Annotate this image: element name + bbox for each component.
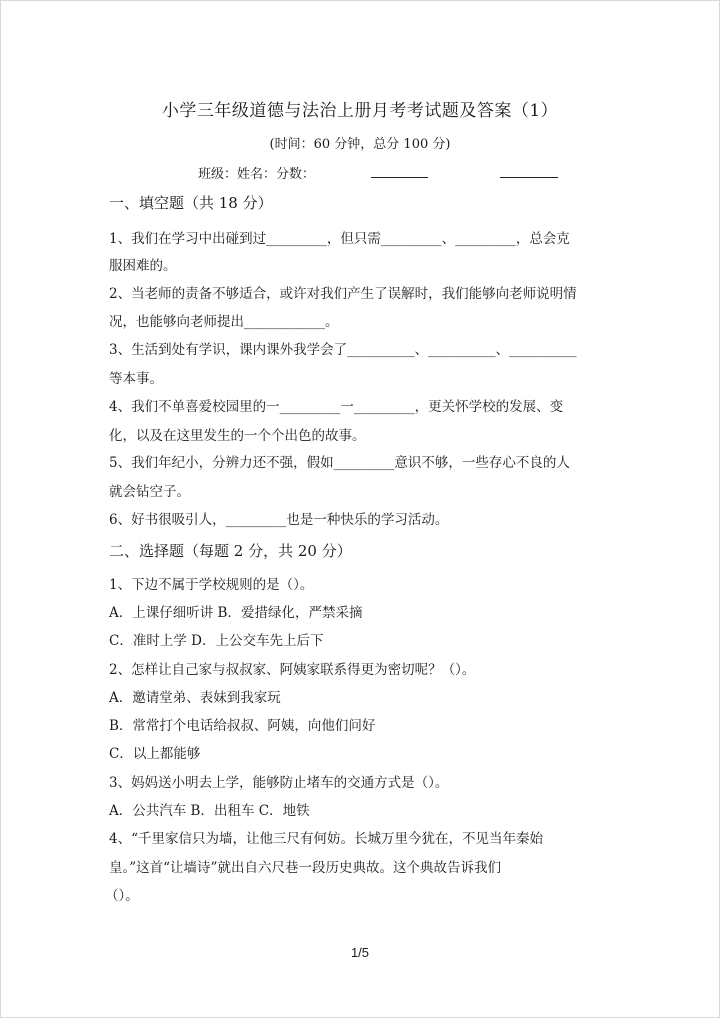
student-info-line [198,163,315,182]
s1-q2-line1: 2、当老师的责备不够适合，或许对我们产生了误解时，我们能够向老师说明情 [109,286,577,302]
s2-q1-stem: 1、下边不属于学校规则的是（）。 [109,577,314,593]
page-number: 1/5 [350,945,370,960]
s2-q2-option-a: A．邀请堂弟、表妹到我家玩 [109,690,281,706]
s2-q2-stem: 2、怎样让自己家与叔叔家、阿姨家联系得更为密切呢？（）。 [109,662,476,678]
s2-q1-options-cd: C．准时上学 D．上公交车先上后下 [109,633,324,649]
s1-q1-line2: 服困难的。 [109,258,177,274]
section2-heading: 二、选择题（每题 2 分，共 20 分） [109,542,352,560]
exam-title: 小学三年级道德与法治上册月考考试题及答案（1） [161,101,559,121]
s1-q6-line1: 6、好书很吸引人，_________也是一种快乐的学习活动。 [109,512,449,528]
name-blank-underline [371,177,428,178]
section1-heading: 一、填空题（共 18 分） [109,194,273,212]
score-blank-underline [500,177,558,178]
exam-subtitle: (时间：60 分钟，总分 100 分) [269,137,451,152]
s1-q1-line1: 1、我们在学习中出碰到过_________，但只需_________、_________，总会克 [109,231,570,247]
s1-q2-line2: 况，也能够向老师提出____________。 [109,314,339,330]
s2-q4-line3: （）。 [105,888,139,904]
s1-q3-line2: 等本事。 [109,371,163,387]
s1-q5-line1: 5、我们年纪小，分辨力还不强，假如_________意识不够，一些存心不良的人 [109,455,570,471]
class-label: 班级： [198,167,238,182]
s1-q3-line1: 3、生活到处有学识，课内课外我学会了__________、__________、__________ [109,342,577,358]
s1-q4-line2: 化，以及在这里发生的一个个出色的故事。 [109,428,366,444]
s2-q4-line1: 4、“千里家信只为墙，让他三尺有何妨。长城万里今犹在，不见当年秦始 [109,831,543,847]
s1-q4-line1: 4、我们不单喜爱校园里的一_________一_________，更关怀学校的发展、变 [109,399,564,415]
name-label: 姓名： [237,167,277,182]
score-label: 分数： [276,167,316,182]
s2-q3-stem: 3、妈妈送小明去上学，能够防止堵车的交通方式是（）。 [109,775,449,791]
s1-q5-line2: 就会钻空子。 [109,484,190,500]
s2-q2-option-b: B．常常打个电话给叔叔、阿姨，向他们问好 [109,718,376,734]
s2-q4-line2: 皇。”这首“让墙诗”就出自六尺巷一段历史典故。这个典故告诉我们 [109,860,501,876]
s2-q1-options-ab: A．上课仔细听讲 B．爱措绿化，严禁采摘 [109,605,363,621]
s2-q2-option-c: C．以上都能够 [109,746,201,762]
s2-q3-options: A．公共汽车 B．出租车 C．地铁 [109,803,310,819]
